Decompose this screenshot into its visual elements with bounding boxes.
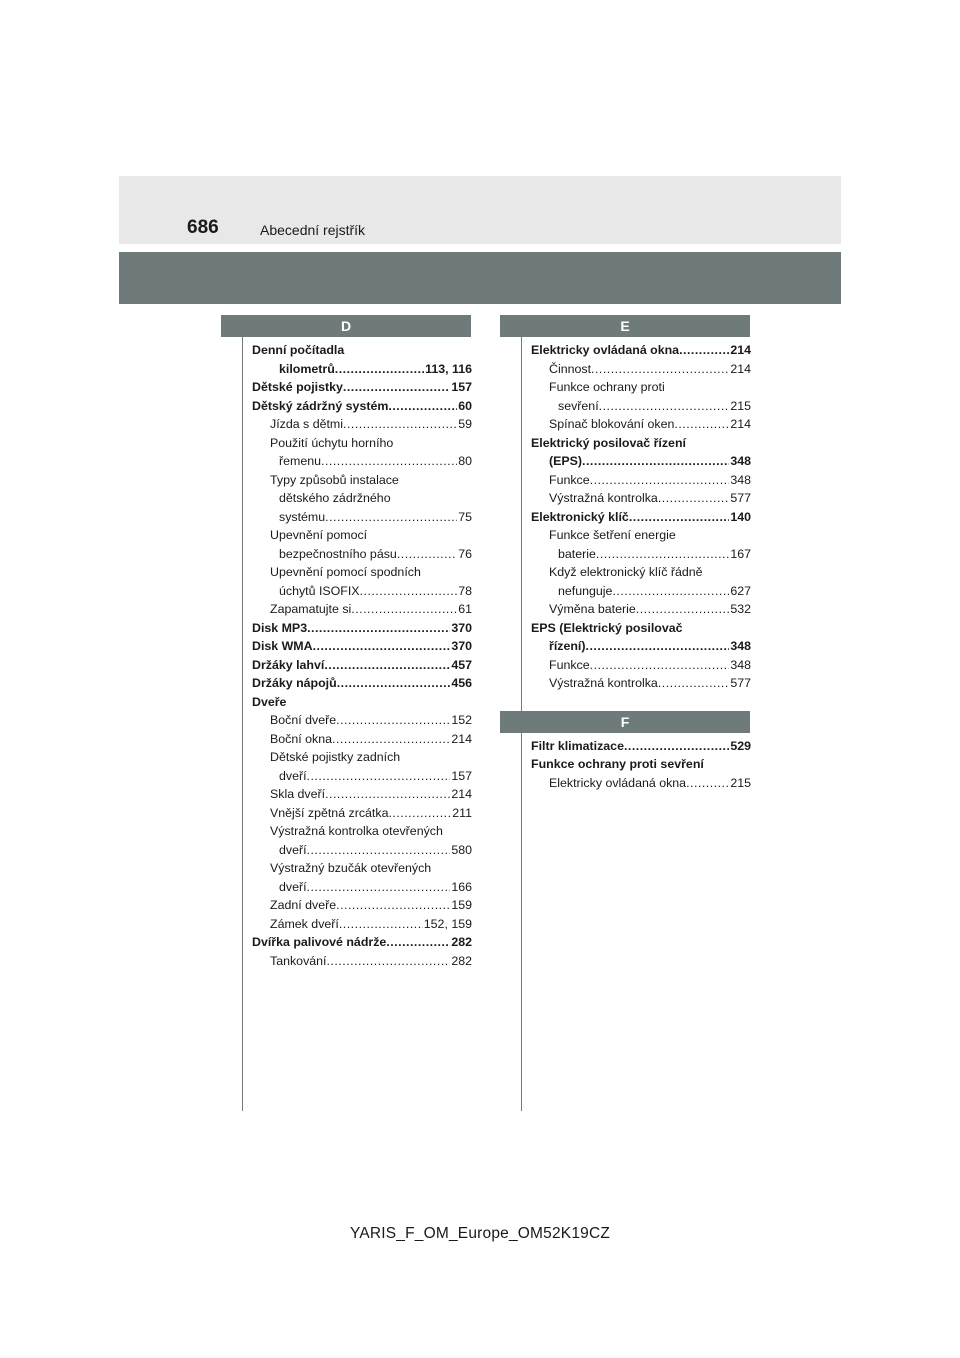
entries-e xyxy=(531,337,751,693)
index-entry: Funkce ochrany proti sevření xyxy=(531,757,704,771)
dot-leader xyxy=(612,582,729,601)
index-entry-term: kilometrů xyxy=(279,361,335,376)
dot-leader xyxy=(388,397,457,416)
index-entry-page: 348 xyxy=(730,639,751,653)
index-entry xyxy=(252,378,472,397)
index-entry-page: 457 xyxy=(451,657,472,672)
index-entry-page: 214 xyxy=(730,417,751,431)
index-entry: Funkce ochrany proti xyxy=(549,380,665,394)
dot-leader xyxy=(586,637,730,656)
dot-leader xyxy=(624,737,729,756)
index-entry-page: 157 xyxy=(451,768,472,783)
index-entry-term: Elektricky ovládaná okna xyxy=(531,343,680,357)
dot-leader xyxy=(336,711,450,730)
index-entry-term: Skla dveří xyxy=(270,787,326,801)
index-entry: Dveře xyxy=(252,694,287,709)
dot-leader xyxy=(307,878,451,897)
index-entry-term: řízení) xyxy=(549,639,586,653)
header-dark-band xyxy=(119,252,841,304)
index-column-d xyxy=(221,315,471,970)
index-entry xyxy=(531,656,751,675)
index-entry-term: Zapamatujte si xyxy=(270,602,352,616)
letter-header-d: D xyxy=(221,315,471,337)
index-entry-term: Zámek dveří xyxy=(270,916,339,931)
index-entry-page: 214 xyxy=(730,343,751,357)
index-entry xyxy=(252,711,472,730)
index-entry-page: 348 xyxy=(730,472,751,487)
index-entry xyxy=(531,774,751,793)
dot-leader xyxy=(596,545,729,564)
index-entry xyxy=(252,360,472,379)
index-entry xyxy=(252,508,472,527)
index-entry: Použití úchytu horního xyxy=(270,435,394,450)
index-entry-term: Držáky nápojů xyxy=(252,676,337,690)
index-entry-page: 78 xyxy=(458,583,472,598)
index-entry-term: dveří xyxy=(279,768,307,783)
dot-leader xyxy=(307,841,451,860)
dot-leader xyxy=(590,656,730,675)
index-entry xyxy=(531,674,751,693)
index-entry xyxy=(252,582,472,601)
index-entry-page: 215 xyxy=(730,775,751,790)
index-entry-term: Disk MP3 xyxy=(252,620,308,635)
index-entry-page: 60 xyxy=(458,398,472,413)
dot-leader xyxy=(599,397,730,416)
index-entry-page: 75 xyxy=(458,509,472,524)
index-entry: Elektrický posilovač řízení xyxy=(531,435,686,450)
index-entry-page: 61 xyxy=(458,602,472,616)
index-entry xyxy=(252,397,472,416)
index-entry-page: 370 xyxy=(451,620,472,635)
index-entry xyxy=(252,656,472,675)
index-entry xyxy=(531,471,751,490)
index-entry-term: Jízda s dětmi xyxy=(270,417,343,431)
index-entry-term: Dětské pojistky xyxy=(252,380,343,394)
index-entry: Denní počítadla xyxy=(252,343,345,357)
index-entry xyxy=(252,674,472,693)
index-entry-page: 211 xyxy=(452,805,472,820)
index-entry-term: řemenu xyxy=(279,454,322,468)
dot-leader xyxy=(360,582,458,601)
index-entry-page: 577 xyxy=(730,491,751,505)
index-entry-term: Disk WMA xyxy=(252,639,313,653)
index-entry-term: Vnější zpětná zrcátka xyxy=(270,805,389,820)
dot-leader xyxy=(636,600,730,619)
index-entry: Typy způsobů instalace xyxy=(270,472,399,487)
index-entry xyxy=(531,737,751,756)
index-entry xyxy=(252,915,472,934)
dot-leader xyxy=(307,767,451,786)
index-entry-term: Výstražná kontrolka xyxy=(549,491,658,505)
index-entry-term: systému xyxy=(279,509,326,524)
index-entry xyxy=(252,637,472,656)
dot-leader xyxy=(325,785,450,804)
footer-doc-id: YARIS_F_OM_Europe_OM52K19CZ xyxy=(349,1225,611,1242)
index-entry-term: Boční okna xyxy=(270,731,332,746)
dot-leader xyxy=(325,508,457,527)
index-entry-page: 577 xyxy=(730,676,751,690)
index-entry-term: Elektronický klíč xyxy=(531,509,629,524)
letter-header-e: E xyxy=(500,315,750,337)
dot-leader xyxy=(629,508,730,527)
dot-leader xyxy=(332,730,450,749)
index-entry xyxy=(252,415,472,434)
index-entry-term: Tankování xyxy=(270,953,327,968)
index-entry-page: 140 xyxy=(730,509,751,524)
dot-leader xyxy=(335,360,424,379)
dot-leader xyxy=(658,674,730,693)
entries-d xyxy=(252,337,472,970)
index-entry: Upevnění pomocí xyxy=(270,528,368,542)
index-entry: Funkce šetření energie xyxy=(549,528,676,542)
dot-leader xyxy=(388,804,451,823)
index-entry: Když elektronický klíč řádně xyxy=(549,565,703,579)
index-entry xyxy=(531,582,751,601)
index-entry-page: 214 xyxy=(451,787,472,801)
index-entry-page: 113, 116 xyxy=(425,361,472,376)
index-entry xyxy=(252,804,472,823)
index-entry-page: 348 xyxy=(730,657,751,672)
dot-leader xyxy=(351,600,457,619)
index-entry-page: 80 xyxy=(458,454,472,468)
index-entry xyxy=(252,896,472,915)
index-entry xyxy=(252,841,472,860)
index-entry-term: Funkce xyxy=(549,657,590,672)
index-entry xyxy=(252,545,472,564)
index-entry-page: 166 xyxy=(451,879,472,894)
index-entry-term: Výstražná kontrolka xyxy=(549,676,658,690)
index-entry xyxy=(252,619,472,638)
dot-leader xyxy=(336,896,450,915)
dot-leader xyxy=(326,952,450,971)
index-entry xyxy=(252,933,472,952)
index-entry-term: Dětský zádržný systém xyxy=(252,398,389,413)
index-entry xyxy=(252,952,472,971)
index-entry-page: 76 xyxy=(458,546,472,561)
index-entry-term: Funkce xyxy=(549,472,590,487)
index-entry-term: Držáky lahví xyxy=(252,657,325,672)
index-entry xyxy=(531,360,751,379)
index-entry-page: 214 xyxy=(451,731,472,746)
index-entry: Výstražný bzučák otevřených xyxy=(270,861,432,875)
index-entry-page: 159 xyxy=(451,898,472,912)
dot-leader xyxy=(343,415,457,434)
index-entry-term: baterie xyxy=(558,546,596,561)
index-entry-term: Dvířka palivové nádrže xyxy=(252,935,387,949)
section-gap xyxy=(500,693,750,711)
index-entry xyxy=(531,600,751,619)
index-entry xyxy=(531,489,751,508)
index-entry-page: 152 xyxy=(451,713,472,727)
index-entry-page: 59 xyxy=(458,417,472,431)
index-entry xyxy=(531,545,751,564)
index-entry-term: úchytů ISOFIX xyxy=(279,583,360,598)
index-entry-page: 370 xyxy=(451,639,472,653)
index-entry xyxy=(252,730,472,749)
index-entry-term: Činnost xyxy=(549,361,592,376)
header-band xyxy=(119,176,841,244)
index-entry-term: Zadní dveře xyxy=(270,898,337,912)
index-entry-page: 282 xyxy=(451,935,472,949)
index-entry xyxy=(252,452,472,471)
index-entry xyxy=(531,452,751,471)
dot-leader xyxy=(321,452,457,471)
index-entry-term: bezpečnostního pásu xyxy=(279,546,397,561)
index-entry-term: Elektricky ovládaná okna xyxy=(549,775,687,790)
index-entry-term: (EPS) xyxy=(549,454,583,468)
index-entry-page: 214 xyxy=(730,361,751,376)
dot-leader xyxy=(591,360,729,379)
dot-leader xyxy=(386,933,450,952)
index-entry-page: 152, 159 xyxy=(423,916,472,931)
index-entry xyxy=(252,767,472,786)
index-entry xyxy=(531,637,751,656)
index-entry: dětského zádržného xyxy=(279,491,391,505)
index-entry-page: 157 xyxy=(451,380,472,394)
index-entry-term: nefunguje xyxy=(558,583,613,598)
index-entry-term: dveří xyxy=(279,879,307,894)
index-entry-term: Filtr klimatizace xyxy=(531,738,624,753)
index-entry xyxy=(531,508,751,527)
dot-leader xyxy=(582,452,729,471)
index-entry-page: 580 xyxy=(451,842,472,857)
dot-leader xyxy=(686,774,729,793)
letter-header-f: F xyxy=(500,711,750,733)
entries-f xyxy=(531,733,751,793)
index-entry: Upevnění pomocí spodních xyxy=(270,565,421,579)
dot-leader xyxy=(343,378,450,397)
index-entry-page: 456 xyxy=(451,676,472,690)
section-title: Abecední rejstřík xyxy=(260,222,366,238)
dot-leader xyxy=(337,674,451,693)
index-entry xyxy=(531,415,751,434)
index-entry xyxy=(531,397,751,416)
index-entry-page: 529 xyxy=(730,738,751,753)
dot-leader xyxy=(658,489,730,508)
dot-leader xyxy=(590,471,730,490)
index-entry-page: 532 xyxy=(730,602,751,616)
index-entry-page: 627 xyxy=(730,583,751,598)
index-entry-page: 167 xyxy=(730,546,751,561)
page-number: 686 xyxy=(187,217,219,238)
index-entry-term: Výměna baterie xyxy=(549,602,636,616)
index-entry-term: Spínač blokování oken xyxy=(549,417,675,431)
dot-leader xyxy=(679,341,729,360)
dot-leader xyxy=(313,637,451,656)
index-entry-page: 282 xyxy=(451,953,472,968)
index-entry xyxy=(252,785,472,804)
index-column-e xyxy=(500,315,750,792)
index-entry-term: dveří xyxy=(279,842,307,857)
index-entry-page: 215 xyxy=(730,398,751,413)
index-entry: Výstražná kontrolka otevřených xyxy=(270,824,443,838)
index-entry: Dětské pojistky zadních xyxy=(270,750,401,764)
index-entry: EPS (Elektrický posilovač xyxy=(531,620,683,635)
index-entry xyxy=(531,341,751,360)
index-entry-page: 348 xyxy=(730,454,751,468)
dot-leader xyxy=(307,619,450,638)
index-entry-term: sevření xyxy=(558,398,599,413)
index-entry xyxy=(252,600,472,619)
dot-leader xyxy=(674,415,729,434)
index-entry-term: Boční dveře xyxy=(270,713,337,727)
index-entry xyxy=(252,878,472,897)
dot-leader xyxy=(339,915,423,934)
dot-leader xyxy=(324,656,450,675)
dot-leader xyxy=(397,545,457,564)
